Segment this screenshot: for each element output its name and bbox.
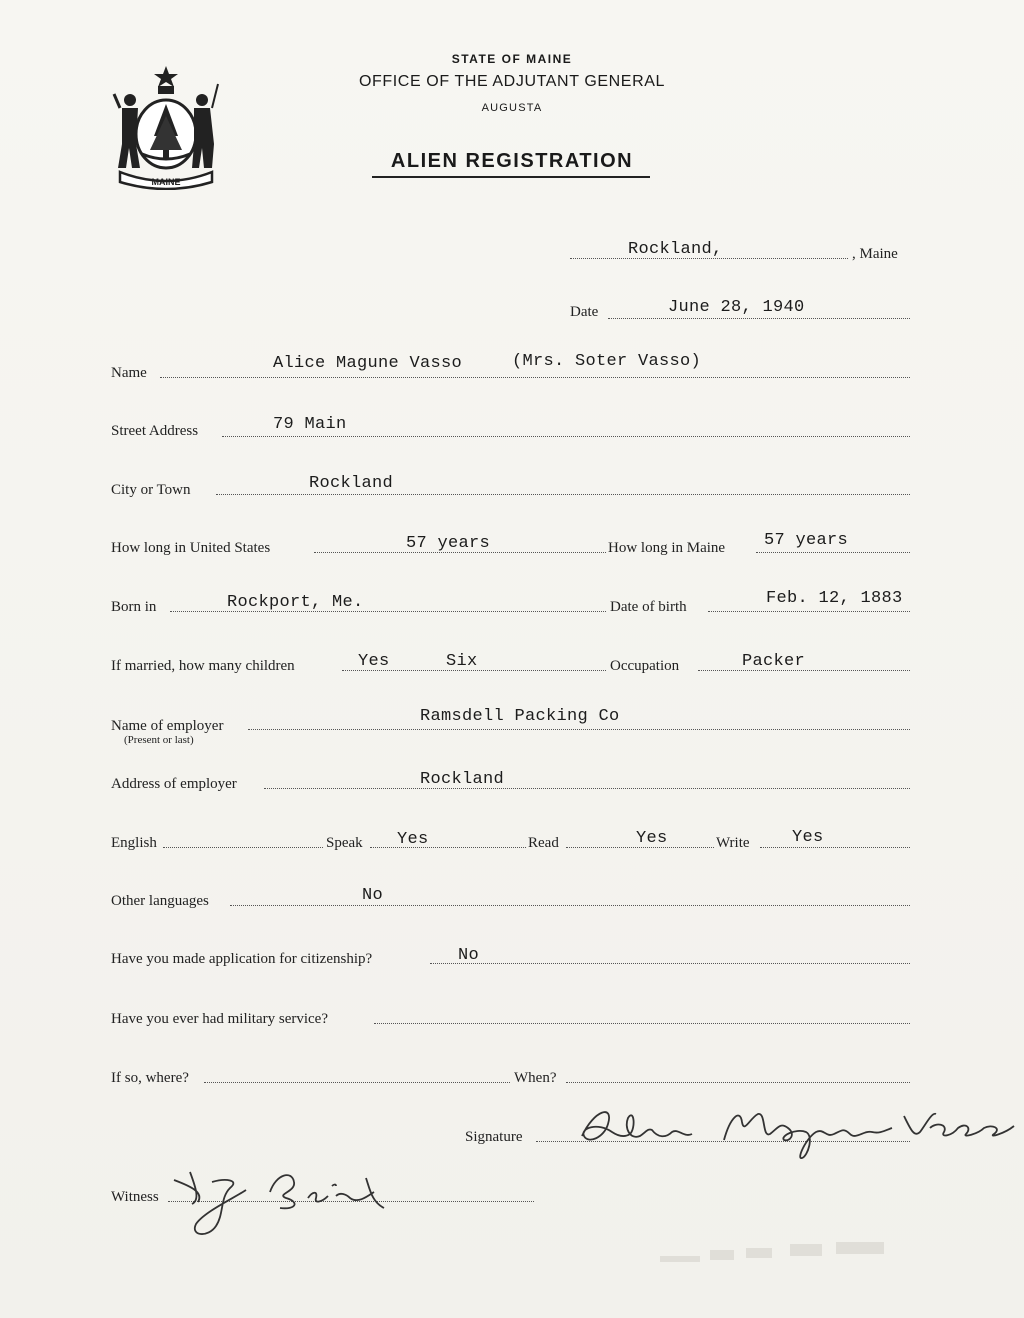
street-address-line: [222, 436, 910, 437]
how-long-maine-value: 57 years: [764, 531, 849, 550]
town-value: Rockland,: [628, 240, 723, 259]
name-value: Alice Magune Vasso: [273, 354, 463, 373]
employer-name-sublabel: (Present or last): [124, 734, 194, 746]
write-label: Write: [716, 835, 750, 851]
city-value: Rockland: [309, 474, 394, 493]
married-value: Yes: [358, 652, 390, 671]
city-line: [216, 494, 910, 495]
received-stamp-image: [650, 1238, 910, 1272]
name-alt-value: (Mrs. Soter Vasso): [512, 352, 702, 371]
write-value: Yes: [792, 828, 824, 847]
maine-label: , Maine: [852, 246, 898, 262]
read-value: Yes: [636, 829, 668, 848]
other-languages-line: [230, 905, 910, 906]
employer-address-line: [264, 788, 910, 789]
date-label: Date: [570, 304, 599, 320]
english-line: [163, 847, 323, 848]
date-line: [608, 318, 910, 319]
other-languages-label: Other languages: [111, 893, 209, 909]
when-label: When?: [514, 1070, 557, 1086]
military-line: [374, 1023, 910, 1024]
applicant-signature-image: [574, 1098, 1018, 1164]
speak-value: Yes: [397, 830, 429, 849]
date-of-birth-label: Date of birth: [610, 599, 687, 615]
citizenship-value: No: [458, 946, 480, 965]
signature-label: Signature: [465, 1129, 523, 1145]
svg-text:MAINE: MAINE: [151, 177, 181, 187]
date-of-birth-value: Feb. 12, 1883: [766, 589, 903, 608]
read-label: Read: [528, 835, 559, 851]
witness-signature-image: [160, 1158, 400, 1240]
english-label: English: [111, 835, 157, 851]
speak-label: Speak: [326, 835, 363, 851]
street-address-label: Street Address: [111, 423, 199, 439]
other-languages-value: No: [362, 886, 384, 905]
date-value: June 28, 1940: [668, 298, 805, 317]
born-in-value: Rockport, Me.: [227, 593, 364, 612]
how-long-maine-label: How long in Maine: [608, 540, 726, 556]
header-city: AUGUSTA: [481, 102, 543, 114]
form-title: ALIEN REGISTRATION: [390, 150, 634, 172]
occupation-label: Occupation: [610, 658, 680, 674]
military-label: Have you ever had military service?: [111, 1011, 328, 1027]
header-office: OFFICE OF THE ADJUTANT GENERAL: [358, 73, 666, 90]
employer-address-label: Address of employer: [111, 776, 237, 792]
when-line: [566, 1082, 910, 1083]
write-line: [760, 847, 910, 848]
employer-name-line: [248, 729, 910, 730]
speak-line: [370, 847, 526, 848]
city-label: City or Town: [111, 482, 191, 498]
title-underline: [372, 176, 650, 178]
born-in-label: Born in: [111, 599, 157, 615]
how-long-us-value: 57 years: [406, 534, 491, 553]
occupation-value: Packer: [742, 652, 806, 671]
employer-name-value: Ramsdell Packing Co: [420, 707, 620, 726]
witness-label: Witness: [111, 1189, 159, 1205]
children-value: Six: [446, 652, 478, 671]
header-state: STATE OF MAINE: [451, 52, 573, 66]
street-address-value: 79 Main: [273, 415, 347, 434]
name-line: [160, 377, 910, 378]
where-label: If so, where?: [111, 1070, 189, 1086]
date-of-birth-line: [708, 611, 910, 612]
how-long-us-label: How long in United States: [111, 540, 271, 556]
children-label: If married, how many children: [111, 658, 295, 674]
how-long-maine-line: [756, 552, 910, 553]
citizenship-label: Have you made application for citizenship?: [111, 951, 373, 967]
where-line: [204, 1082, 510, 1083]
name-label: Name: [111, 365, 147, 381]
employer-address-value: Rockland: [420, 770, 505, 789]
citizenship-line: [430, 963, 910, 964]
employer-name-label: Name of employer: [111, 718, 224, 734]
